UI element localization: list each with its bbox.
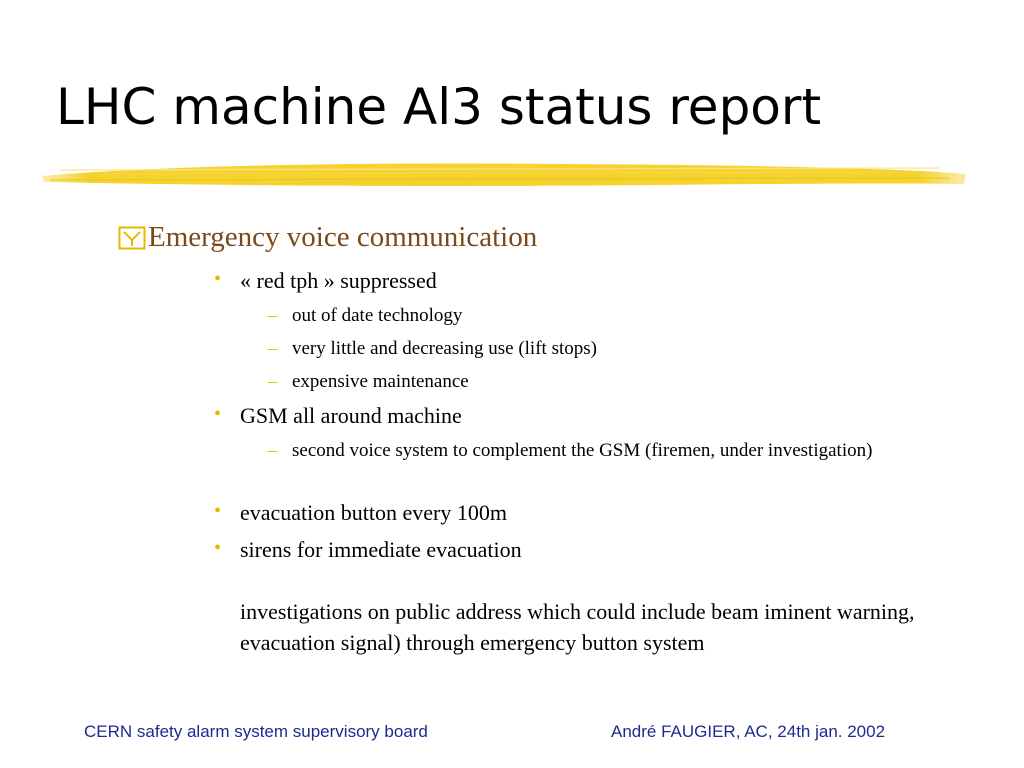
bullet-icon: • [214, 403, 222, 425]
highlighter-underline-icon [40, 156, 970, 192]
slide: LHC machine Al3 status report Emergency voice communication • « red tph » suppressed – out of date technology – very little and decreasing use (lift stops) – expensive maintenance • GSM all around machine – second voice system to complement the GSM (firemen, under investigation) • evacuation button every 100m • sirens for immediate evacuation investigations on public address which could include beam iminent warning, evacuation signal) through emergency button system CERN safety alarm system supervisory board André FAUGIER, AC, 24th jan. 2002 [0, 0, 1024, 768]
checkbox-y-icon [118, 225, 146, 251]
bullet-icon: • [214, 537, 222, 559]
footer-left: CERN safety alarm system supervisory board [84, 722, 428, 741]
slide-title: LHC machine Al3 status report [56, 78, 822, 136]
dash-icon: – [268, 371, 278, 392]
bullet-icon: • [214, 500, 222, 522]
section-heading [118, 221, 537, 254]
dash-icon: – [268, 338, 278, 359]
section-heading-text: Emergency voice communication [148, 221, 538, 253]
paragraph: investigations on public address which could include beam iminent warning, evacuation signal) through emergency button system [240, 599, 915, 655]
footer-right: André FAUGIER, AC, 24th jan. 2002 [611, 722, 886, 741]
dash-icon: – [268, 440, 278, 461]
dash-icon: – [268, 305, 278, 326]
bullet-icon: • [214, 268, 222, 290]
